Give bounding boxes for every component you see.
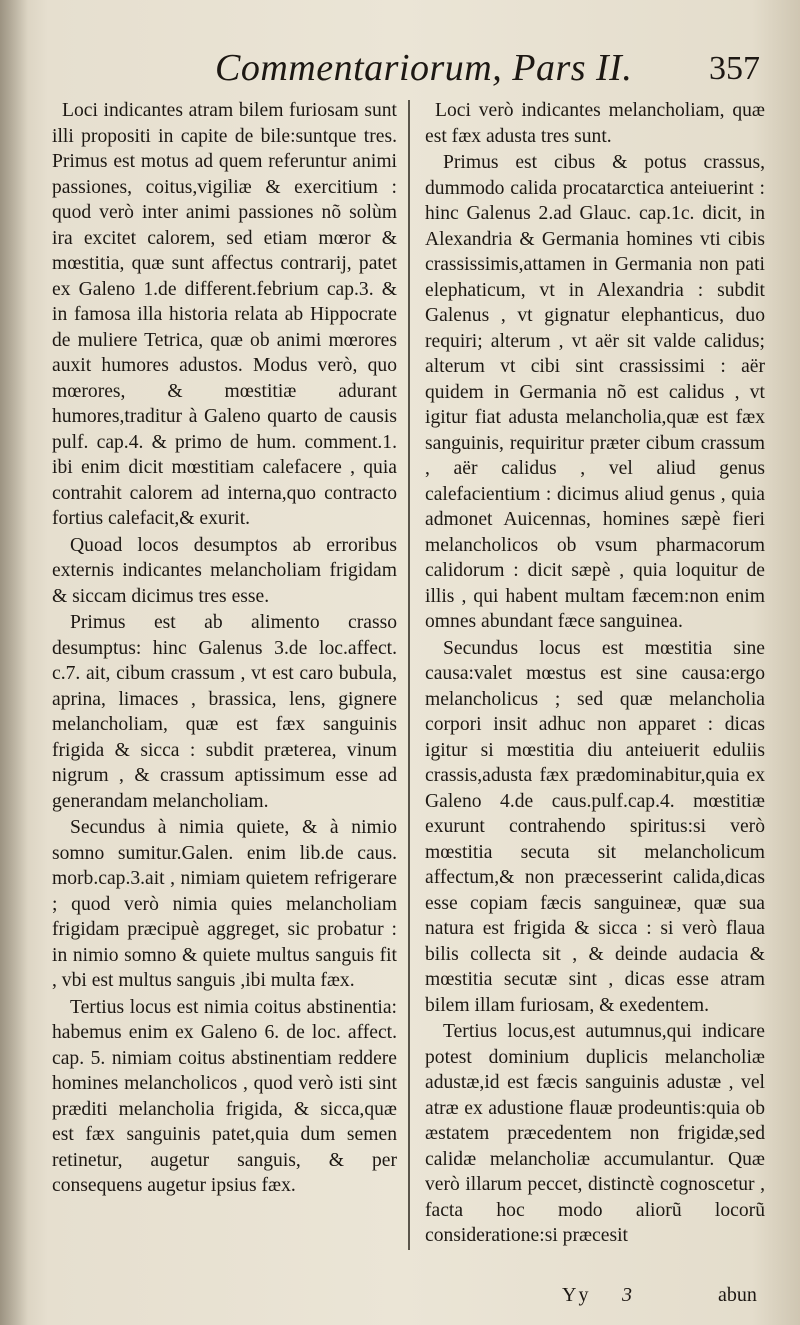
left-column: [52, 98, 397, 1199]
paragraph: Quoad locos desumptos ab erroribus externis indicantes melancholiam frigidam & siccam dicimus tres esse.: [52, 534, 397, 607]
paragraph: Loci verò indicantes melancholiam, quæ est fæx adusta tres sunt.: [425, 100, 765, 147]
page-number: 357: [709, 50, 760, 87]
paragraph: Secundus locus est mœstitia sine causa:valet mœstus est sine causa:ergo melancholicus ; sed quæ melancholia corpori insit adhuc non apparet : dicas igitur si mœstitia diu anteiuerit eduliis crassis,adusta fæx prædominabitur,quia ex Galeno 4.de caus.pulf.cap.4. mœstitiæ exurunt contrahendo spiritus:si verò mœstitia secuta sit melancholicum affectum,& non præcesserint calida,dicas esse copiam fæcis sanguineæ, quæ sua natura est frigida & sicca : si verò flaua bilis collecta sit , & deinde audacia & mœstitia secutæ sint , dicas esse atram bilem illam furiosam, & exedentem.: [425, 637, 765, 1016]
running-head: [0, 40, 800, 90]
binding-shadow: [0, 0, 28, 1325]
paragraph: Loci indicantes atram bilem furiosam sunt illi propositi in capite de bile:suntque tres. Primus est motus ad quem referuntur animi passiones, coitus,vigiliæ & exercitium : quod verò inter animi passiones nõ solùm ira excitet calorem, sed etiam mœror & mœstitia, quæ sunt affectus contrarij, patet ex Galeno 1.de different.febrium cap.3. & in famosa illa historia relata ab Hippocrate de muliere Tetrica, quæ ob animi mœrores auxit humores adustos. Modus verò, quo mœrores, & mœstitiæ adurant humores,traditur à Galeno quarto de causis pulf. cap.4. & primo de hum. comment.1. ibi enim dicit mœstitiam calefacere , quia contrahit calorem ad interna,quo contracto fortius calefacit,& exurit.: [52, 100, 397, 529]
catchword: abun: [718, 1284, 757, 1306]
signature-mark: Yy: [562, 1284, 591, 1306]
column-divider: [408, 100, 410, 1250]
paragraph: Secundus à nimia quiete, & à nimio somno sumitur.Galen. enim lib.de caus. morb.cap.3.ait , nimiam quietem refrigerare ; quod verò nimia quies melancholiam frigidam præcipuè aggreget, sic probatur : in nimio somno & quiete multus sanguis fit , vbi est multus sanguis ,ibi multa fæx.: [52, 817, 397, 991]
running-head-title: Commentariorum, Pars II.: [215, 47, 633, 89]
signature-number: 3: [622, 1284, 632, 1306]
paragraph: Primus est ab alimento crasso desumptus: hinc Galenus 3.de loc.affect. c.7. ait, cibum crassum , vt est caro bubula, aprina, limaces , brassica, lens, gignere melancholiam, quæ est fæx sanguinis frigida & sicca : subdit præterea, vinum nigrum , & crassum aptissimum esse ad generandam melancholiam.: [52, 612, 397, 812]
paragraph: Tertius locus est nimia coitus abstinentia: habemus enim ex Galeno 6. de loc. affect. cap. 5. nimiam coitus abstinentiam reddere homines melancholicos , quod verò isti sint præditi melancholia frigida, & sicca,quæ est fæx sanguinis patet,quia dum semen retinetur, augetur sanguis, & per consequens augetur ipsius fæx.: [52, 996, 397, 1196]
right-column: [425, 98, 765, 1249]
paragraph: Primus est cibus & potus crassus, dummodo calida procatarctica anteiuerint : hinc Galenus 2.ad Glauc. cap.1c. dicit, in Alexandria & Germania homines vti cibis crassissimis,attamen in Germania non pati elephaticum, vt in Alexandria : subdit Galenus , vt gignatur elephanticus, duo requiri; alterum , vt aër sit valde calidus; alterum vt cibi sint crassissimi : aër quidem in Germania nõ est calidus , vt igitur fiat adusta melancholia,quæ est fæx sanguinis, requiritur præter cibum crassum , aër calidus , vel aliud genus calefacientium : dicimus aliud genus , quia admonet Auicennas, homines sæpè fieri melancholicos ob vsum pharmacorum calidorum : dicit sæpè , quia loquitur de illis , qui habent multam fæcem:non enim omnes abundant fæce sanguinea.: [425, 152, 765, 632]
page-footer: [0, 1284, 800, 1314]
paragraph: Tertius locus,est autumnus,qui indicare potest dominium duplicis melancholiæ adustæ,id est fæcis sanguinis adustæ , vel atræ ex adustione flauæ prodeuntis:quia ob æstatem præcedentem non frigidæ,sed calidæ melancholiæ accumulantur. Quæ verò illarum peccet, distinctè cognoscetur , facta hoc modo aliorũ locorũ consideratione:si præcesit: [425, 1021, 765, 1246]
